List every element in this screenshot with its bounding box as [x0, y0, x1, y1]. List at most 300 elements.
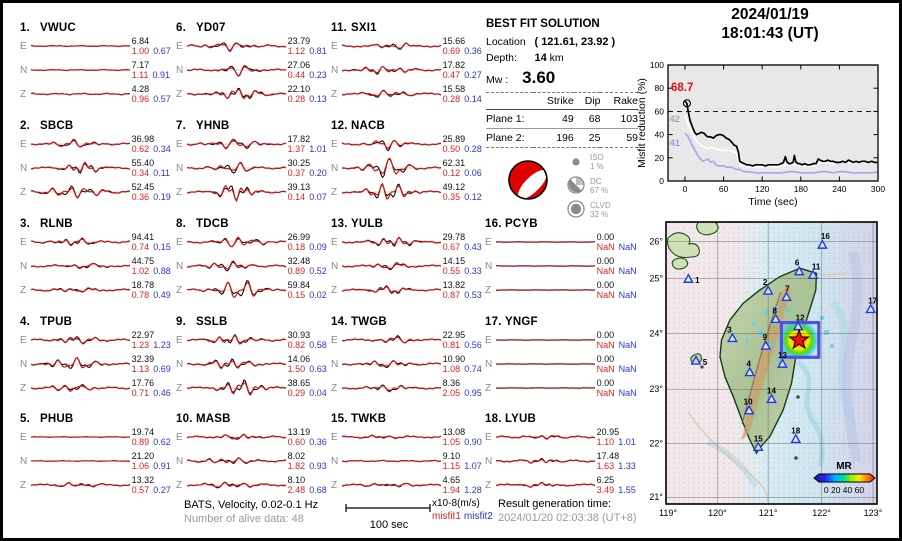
misfit1-value: 1.13: [131, 364, 150, 374]
component-label: N: [176, 455, 184, 467]
misfit2-value: 1.28: [464, 485, 482, 495]
misfit2-value: 0.58: [309, 340, 327, 350]
waveform-trace: [31, 132, 129, 156]
svg-text:60: 60: [718, 184, 729, 194]
trace-values: [597, 232, 637, 252]
misfit2-value: 0.67: [153, 46, 171, 56]
peak-amplitude: 26.99: [287, 232, 311, 242]
component-row-LYUB-E: [485, 425, 637, 449]
misfit2-value: 0.02: [309, 290, 327, 300]
depth-row: Depth: 14 km: [486, 52, 564, 64]
station-name: 18. LYUB: [485, 413, 537, 425]
component-label: E: [176, 138, 183, 150]
station-block-YD07: [176, 22, 328, 106]
peak-amplitude: 38.65: [287, 378, 311, 388]
svg-text:15: 15: [753, 434, 763, 444]
lat-tick: 25°: [649, 273, 663, 284]
component-label: N: [331, 162, 339, 174]
waveform-trace: [342, 82, 440, 106]
peak-amplitude: 13.08: [442, 427, 466, 437]
component-row-NACB-E: [331, 132, 483, 156]
station-name: 3. RLNB: [20, 218, 73, 230]
waveform-trace: [31, 156, 129, 180]
lat-tick: 26°: [649, 236, 663, 247]
svg-text:10: 10: [743, 397, 753, 407]
waveform-trace: [31, 376, 129, 400]
component-label: E: [331, 236, 338, 248]
component-label: N: [20, 64, 28, 76]
component-label: Z: [20, 284, 27, 296]
component-label: E: [331, 431, 338, 443]
station-block-YNGF: [485, 316, 637, 400]
misfit2-value: 0.95: [464, 388, 482, 398]
peak-amplitude: 23.79: [287, 36, 311, 46]
trace-values: [288, 36, 328, 56]
misfit2-value: 0.06: [464, 168, 482, 178]
trace-values: [443, 232, 483, 252]
peak-amplitude: 8.10: [287, 475, 306, 485]
misfit1-value: 1.06: [131, 461, 150, 471]
misfit1-value: 0.71: [131, 388, 150, 398]
peak-amplitude: 0.00: [596, 280, 615, 290]
misfit1-value: 1.02: [131, 266, 150, 276]
misfit1-value: 2.48: [287, 485, 306, 495]
misfit1-value: 0.28: [287, 94, 306, 104]
peak-amplitude: 22.10: [287, 84, 311, 94]
trace-values: [443, 134, 483, 154]
plane-table-header: Strike Dip Rake: [486, 93, 638, 110]
trace-values: [597, 475, 637, 495]
peak-amplitude: 32.48: [287, 256, 311, 266]
component-row-TWKB-E: [331, 425, 483, 449]
waveform-trace: [342, 156, 440, 180]
mw-value: 3.60: [522, 68, 556, 87]
waveform-trace: [187, 230, 285, 254]
waveform-trace: [187, 473, 285, 497]
svg-text:120: 120: [755, 184, 770, 194]
misfit2-value: NaN: [618, 340, 637, 350]
component-row-YNGF-Z: [485, 376, 637, 400]
peak-amplitude: 13.82: [442, 280, 466, 290]
misfit1-value: 1.05: [442, 437, 461, 447]
svg-text:5: 5: [702, 358, 708, 368]
component-label: Z: [331, 186, 338, 198]
trace-values: [443, 36, 483, 56]
svg-text:240: 240: [832, 184, 847, 194]
component-row-SXI1-E: [331, 34, 483, 58]
dc-label: DC 67 %: [590, 177, 609, 195]
component-row-TWKB-N: [331, 449, 483, 473]
trace-values: [597, 378, 637, 398]
component-label: E: [20, 138, 27, 150]
component-row-YULB-E: [331, 230, 483, 254]
waveform-trace: [187, 34, 285, 58]
misfit1-value: 0.50: [442, 144, 461, 154]
component-label: Z: [176, 186, 183, 198]
trace-values: [132, 256, 172, 276]
svg-text:12: 12: [795, 313, 805, 323]
component-row-YD07-E: [176, 34, 328, 58]
component-label: E: [485, 431, 492, 443]
svg-text:41: 41: [669, 138, 681, 149]
component-row-TDCB-N: [176, 254, 328, 278]
misfit1-value: NaN: [596, 340, 615, 350]
solution-title: BEST FIT SOLUTION: [486, 18, 600, 30]
station-name: 7. YHNB: [176, 120, 230, 132]
component-row-TPUB-N: [20, 352, 172, 376]
misfit1-value: 0.44: [287, 70, 306, 80]
misfit1-value: NaN: [596, 266, 615, 276]
misfit2-value: 0.07: [309, 192, 327, 202]
component-label: Z: [331, 479, 338, 491]
misfit2-value: 0.90: [464, 437, 482, 447]
component-row-PHUB-N: [20, 449, 172, 473]
misfit2-legend: misfit2: [463, 511, 493, 522]
misfit2-value: NaN: [618, 364, 637, 374]
station-block-TWKB: [331, 413, 483, 497]
component-row-TPUB-Z: [20, 376, 172, 400]
result-label: Result generation time:: [498, 498, 612, 510]
trace-values: [288, 451, 328, 471]
trace-values: [443, 182, 483, 202]
misfit2-value: 0.27: [464, 70, 482, 80]
location-value: ( 121.61, 23.92 ): [534, 36, 616, 48]
misfit-ylabel: Misfit reduction (%): [636, 78, 648, 168]
waveform-trace: [496, 328, 594, 352]
misfit1-value: 1.23: [131, 340, 150, 350]
peak-amplitude: 10.90: [442, 354, 466, 364]
moment-tensor-mechanism: [486, 152, 646, 222]
svg-text:17: 17: [868, 296, 878, 306]
trace-values: [443, 378, 483, 398]
misfit2-value: 0.68: [309, 485, 327, 495]
component-label: E: [20, 431, 27, 443]
component-row-TDCB-Z: [176, 278, 328, 302]
station-name: 1. VWUC: [20, 22, 76, 34]
component-label: N: [176, 162, 184, 174]
misfit2-value: 0.63: [309, 364, 327, 374]
trace-values: [288, 354, 328, 374]
peak-amplitude: 52.45: [131, 182, 155, 192]
peak-amplitude: 8.36: [442, 378, 461, 388]
component-row-YD07-Z: [176, 82, 328, 106]
component-row-VWUC-N: [20, 58, 172, 82]
peak-amplitude: 13.19: [287, 427, 311, 437]
lat-tick: 24°: [649, 328, 663, 339]
component-row-MASB-E: [176, 425, 328, 449]
component-row-PCYB-N: [485, 254, 637, 278]
station-block-MASB: [176, 413, 328, 497]
time-scale-bar: [344, 500, 434, 531]
station-block-YHNB: [176, 120, 328, 204]
component-label: N: [485, 358, 493, 370]
misfit1-value: 1.82: [287, 461, 306, 471]
station-name: 12. NACB: [331, 120, 386, 132]
misfit2-value: 0.19: [153, 192, 171, 202]
station-block-TDCB: [176, 218, 328, 302]
misfit2-value: NaN: [618, 290, 637, 300]
peak-amplitude: 0.00: [596, 256, 615, 266]
peak-amplitude: 0.00: [596, 232, 615, 242]
source-line: BATS, Velocity, 0.02-0.1 Hz: [184, 499, 319, 511]
peak-amplitude: 17.76: [131, 378, 155, 388]
component-row-YULB-N: [331, 254, 483, 278]
trace-values: [132, 378, 172, 398]
station-name: 6. YD07: [176, 22, 226, 34]
waveform-trace: [496, 425, 594, 449]
peak-amplitude: 15.58: [442, 84, 466, 94]
component-label: N: [176, 358, 184, 370]
svg-text:0: 0: [659, 176, 664, 186]
svg-text:42: 42: [669, 114, 681, 125]
component-row-YD07-N: [176, 58, 328, 82]
component-row-SBCB-N: [20, 156, 172, 180]
misfit2-value: 0.13: [309, 94, 327, 104]
misfit1-value: 0.34: [131, 168, 150, 178]
scale-bar-label: 100 sec: [369, 519, 409, 531]
svg-text:180: 180: [793, 184, 808, 194]
misfit2-value: 0.56: [464, 340, 482, 350]
dc-icon: [568, 177, 584, 193]
peak-amplitude: 29.78: [442, 232, 466, 242]
misfit1-value: 1.37: [287, 144, 306, 154]
misfit2-value: 1.33: [618, 461, 636, 471]
svg-text:100: 100: [649, 60, 664, 70]
waveform-trace: [31, 254, 129, 278]
misfit2-value: 0.91: [153, 461, 171, 471]
trace-values: [132, 182, 172, 202]
svg-text:300: 300: [870, 184, 886, 194]
misfit1-value: 1.15: [442, 461, 461, 471]
misfit2-value: 0.14: [464, 94, 482, 104]
svg-text:3: 3: [727, 325, 732, 335]
misfit2-value: 0.33: [464, 266, 482, 276]
trace-values: [443, 158, 483, 178]
misfit2-value: 0.12: [464, 192, 482, 202]
misfit-reduction-plot: [634, 58, 900, 210]
station-name: 11. SXI1: [331, 22, 377, 34]
misfit1-value: 0.78: [131, 290, 150, 300]
component-label: E: [331, 138, 338, 150]
waveform-trace: [31, 278, 129, 302]
waveform-trace: [342, 278, 440, 302]
trace-values: [288, 232, 328, 252]
misfit2-value: 1.55: [618, 485, 636, 495]
component-row-TWKB-Z: [331, 473, 483, 497]
misfit1-value: 1.63: [596, 461, 615, 471]
misfit2-value: 0.43: [464, 242, 482, 252]
waveform-trace: [342, 34, 440, 58]
svg-text:40: 40: [654, 129, 664, 140]
waveform-trace: [496, 230, 594, 254]
map-station-13: [778, 351, 787, 367]
component-row-RLNB-Z: [20, 278, 172, 302]
misfit1-value: 1.11: [131, 70, 149, 80]
peak-amplitude: 59.84: [287, 280, 311, 290]
misfit1-value: 0.36: [131, 192, 150, 202]
component-row-LYUB-N: [485, 449, 637, 473]
waveform-trace: [31, 82, 129, 106]
misfit2-value: 0.81: [309, 46, 327, 56]
trace-values: [132, 232, 172, 252]
component-label: Z: [176, 382, 183, 394]
waveform-trace: [342, 328, 440, 352]
component-label: E: [485, 236, 492, 248]
waveform-trace: [342, 230, 440, 254]
map-station-18: [791, 426, 800, 442]
misfit1-legend: misfit1: [432, 511, 461, 522]
misfit2-value: 0.36: [464, 46, 482, 56]
component-row-TWGB-N: [331, 352, 483, 376]
misfit1-value: 2.05: [442, 388, 461, 398]
svg-text:80: 80: [654, 83, 664, 94]
amplitude-unit: x10-8(m/s): [432, 498, 480, 509]
station-block-YULB: [331, 218, 483, 302]
component-row-YNGF-N: [485, 352, 637, 376]
misfit1-value: 0.55: [442, 266, 461, 276]
component-label: E: [331, 40, 338, 52]
component-label: Z: [176, 479, 183, 491]
map-station-14: [767, 386, 776, 402]
misfit2-value: 0.27: [153, 485, 171, 495]
component-label: N: [20, 358, 28, 370]
component-label: Z: [485, 284, 492, 296]
svg-text:60: 60: [654, 106, 664, 117]
component-label: E: [176, 40, 183, 52]
waveform-trace: [342, 132, 440, 156]
result-generation-time: [498, 497, 637, 525]
station-block-SSLB: [176, 316, 328, 400]
waveform-trace: [496, 278, 594, 302]
lon-tick: 121°: [758, 508, 778, 518]
component-row-SSLB-E: [176, 328, 328, 352]
waveform-trace: [187, 156, 285, 180]
misfit1-value: 1.94: [442, 485, 461, 495]
depth-value: 14: [534, 52, 547, 64]
component-row-MASB-N: [176, 449, 328, 473]
component-label: E: [176, 431, 183, 443]
trace-values: [597, 451, 637, 471]
misfit2-value: 0.36: [309, 437, 327, 447]
misfit2-value: 0.28: [464, 144, 482, 154]
component-label: Z: [485, 382, 492, 394]
waveform-trace: [187, 425, 285, 449]
trace-values: [597, 427, 637, 447]
trace-values: [288, 60, 328, 80]
trace-values: [132, 280, 172, 300]
waveform-trace: [187, 254, 285, 278]
component-label: Z: [176, 88, 183, 100]
misfit1-value: 0.69: [442, 46, 461, 56]
component-label: N: [20, 260, 28, 272]
component-label: Z: [331, 284, 338, 296]
misfit2-value: 0.49: [153, 290, 171, 300]
misfit1-value: NaN: [596, 388, 615, 398]
waveform-trace: [342, 254, 440, 278]
map-station-15: [754, 434, 763, 450]
waveform-trace: [496, 376, 594, 400]
alive-count: Number of alive data: 48: [184, 513, 304, 525]
misfit2-value: 0.34: [153, 144, 171, 154]
waveform-trace: [342, 180, 440, 204]
misfit2-value: 0.62: [153, 437, 171, 447]
misfit1-value: NaN: [596, 242, 615, 252]
misfit1-value: 0.35: [442, 192, 461, 202]
waveform-trace: [187, 449, 285, 473]
peak-amplitude: 0.00: [596, 378, 615, 388]
svg-text:2: 2: [762, 278, 768, 288]
misfit2-value: 0.91: [152, 70, 171, 80]
waveform-trace: [31, 328, 129, 352]
trace-values: [288, 158, 328, 178]
station-map: [648, 212, 900, 538]
component-label: N: [485, 260, 493, 272]
svg-text:9: 9: [762, 333, 768, 343]
trace-values: [288, 280, 328, 300]
peak-amplitude: 17.48: [596, 451, 620, 461]
peak-amplitude: 30.25: [287, 158, 311, 168]
station-name: 17. YNGF: [485, 316, 538, 328]
component-row-PCYB-E: [485, 230, 637, 254]
svg-text:4: 4: [746, 359, 751, 369]
svg-text:MR: MR: [836, 461, 852, 472]
misfit1-value: 0.62: [131, 144, 150, 154]
station-block-LYUB: [485, 413, 637, 497]
station-block-RLNB: [20, 218, 172, 302]
station-name: 13. YULB: [331, 218, 384, 230]
clvd-icon: [568, 201, 584, 217]
component-row-YHNB-E: [176, 132, 328, 156]
misfit2-value: 0.04: [309, 388, 327, 398]
waveform-trace: [187, 278, 285, 302]
trace-values: [132, 427, 172, 447]
misfit1-value: 0.14: [287, 192, 306, 202]
component-row-PHUB-E: [20, 425, 172, 449]
waveform-trace: [31, 425, 129, 449]
misfit1-value: 0.96: [131, 94, 150, 104]
trace-values: [132, 36, 172, 56]
trace-values: [288, 84, 328, 104]
data-source-note: [184, 498, 318, 526]
trace-values: [443, 256, 483, 276]
trace-values: [132, 330, 172, 350]
peak-amplitude: 21.20: [131, 451, 155, 461]
misfit1-value: NaN: [596, 290, 615, 300]
peak-amplitude: 25.89: [442, 134, 466, 144]
component-label: N: [331, 455, 339, 467]
component-row-VWUC-Z: [20, 82, 172, 106]
station-block-NACB: [331, 120, 483, 204]
component-row-LYUB-Z: [485, 473, 637, 497]
station-name: 2. SBCB: [20, 120, 74, 132]
component-row-SBCB-E: [20, 132, 172, 156]
waveform-trace: [187, 58, 285, 82]
component-row-SBCB-Z: [20, 180, 172, 204]
peak-amplitude: 17.82: [442, 60, 466, 70]
waveform-trace: [187, 352, 285, 376]
peak-amplitude: 4.65: [442, 475, 461, 485]
lon-tick: 123°: [863, 508, 883, 518]
component-label: Z: [20, 382, 27, 394]
svg-text:0 20 40 60: 0 20 40 60: [823, 485, 865, 495]
lat-tick: 23°: [649, 384, 663, 395]
svg-text:20: 20: [654, 152, 664, 163]
component-label: E: [20, 40, 27, 52]
component-label: N: [331, 260, 339, 272]
misfit1-value: 1.12: [287, 46, 306, 56]
peak-amplitude: 9.10: [442, 451, 461, 461]
station-name: 4. TPUB: [20, 316, 73, 328]
